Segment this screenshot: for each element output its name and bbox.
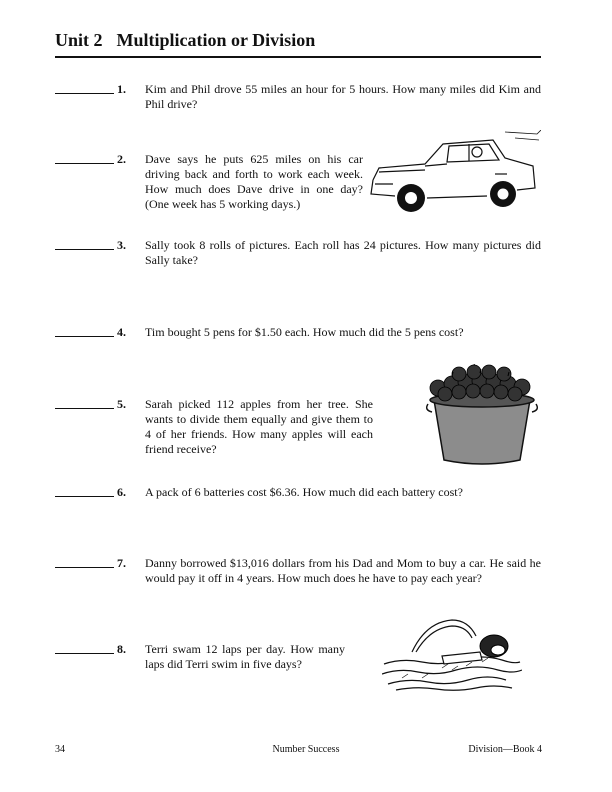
problem-number: 4. (117, 325, 126, 339)
answer-blank-8[interactable] (55, 653, 114, 654)
problem-number: 7. (117, 556, 126, 570)
answer-blank-4[interactable] (55, 336, 114, 337)
problem-text: Sally took 8 rolls of pictures. Each roll has 24 pictures. How many pictures did Sally take? (145, 238, 541, 267)
problem-text: Kim and Phil drove 55 miles an hour for 5 hours. How many miles did Kim and Phil drive? (145, 82, 541, 111)
answer-blank-7[interactable] (55, 567, 114, 568)
title-rule (55, 56, 541, 58)
swimmer-icon (382, 612, 522, 694)
answer-blank-3[interactable] (55, 249, 114, 250)
page-number: 34 (55, 744, 65, 755)
problem-number: 8. (117, 642, 126, 656)
problem-text: A pack of 6 batteries cost $6.36. How much did each battery cost? (145, 485, 463, 499)
problem-number: 6. (117, 485, 126, 499)
problem-number: 3. (117, 238, 126, 252)
page-title (55, 30, 545, 51)
title-text: Multiplication or Division (116, 30, 316, 50)
answer-blank-6[interactable] (55, 496, 114, 497)
problem-number: 5. (117, 397, 126, 411)
unit-label: Unit 2 (55, 30, 103, 50)
problem-text: Sarah picked 112 apples from her tree. She wants to divide them equally and give them to 4 of her friends. How many apples will each friend receive? (145, 397, 373, 456)
problem-number: 1. (117, 82, 126, 96)
problem-text: Dave says he puts 625 miles on his car driving back and forth to work each week. How much does Dave drive in one day? (One week has 5 working days.) (145, 152, 363, 211)
problem-text: Danny borrowed $13,016 dollars from his Dad and Mom to buy a car. He said he would pay it off in 4 years. How much does he have to pay each year? (145, 556, 541, 585)
answer-blank-2[interactable] (55, 163, 114, 164)
apple-basket-icon (424, 364, 542, 468)
problem-text: Terri swam 12 laps per day. How many laps did Terri swim in five days? (145, 642, 345, 671)
footer-book-title: Number Success (272, 744, 340, 755)
problem-number: 2. (117, 152, 126, 166)
footer-section: Division—Book 4 (468, 744, 542, 755)
answer-blank-5[interactable] (55, 408, 114, 409)
car-icon (365, 130, 541, 218)
answer-blank-1[interactable] (55, 93, 114, 94)
problem-text: Tim bought 5 pens for $1.50 each. How much did the 5 pens cost? (145, 325, 464, 339)
